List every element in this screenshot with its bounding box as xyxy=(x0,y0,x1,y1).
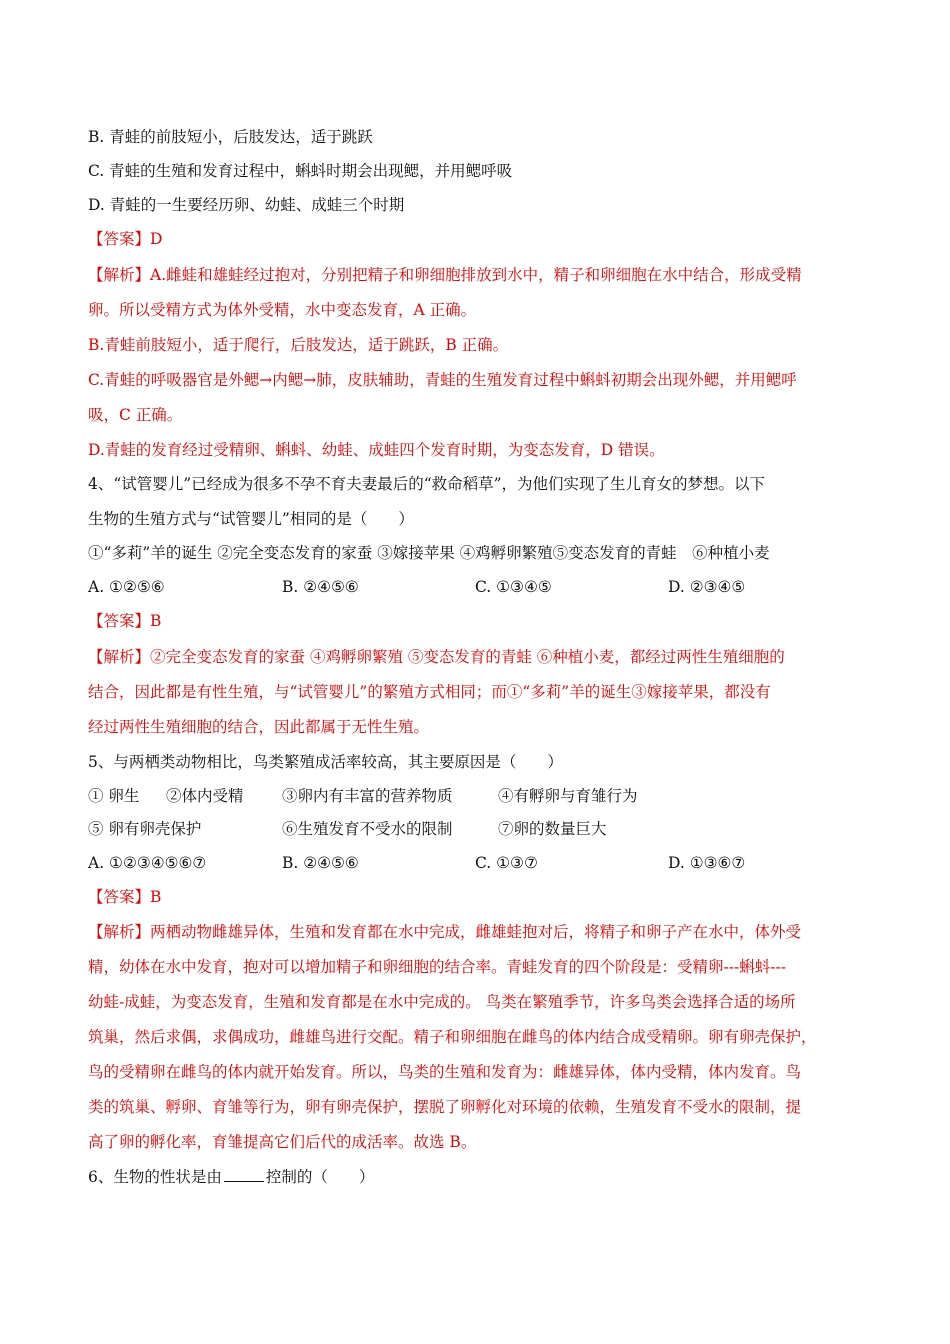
q5-analysis-line: 类的筑巢、孵卵、育雏等行为，卵有卵壳保护，摆脱了卵孵化对环境的依赖，生殖发育不受水的限制，提 xyxy=(88,1098,802,1116)
q6-stem: 6、生物的性状是由 控制的（ ） xyxy=(88,1168,375,1186)
q4-analysis-line: 结合，因此都是有性生殖，与“试管婴儿”的繁殖方式相同；而①“多莉”羊的诞生③嫁接苹果，都没有 xyxy=(88,683,771,701)
item: ① 卵生 xyxy=(88,787,140,805)
option-b: B. ②④⑤⑥ xyxy=(282,854,359,872)
q3-analysis-line: 吸，C 正确。 xyxy=(88,406,183,424)
q5-analysis-line: 精，幼体在水中发育，抱对可以增加精子和卵细胞的结合率。青蛙发育的四个阶段是：受精卵---蝌蚪--- xyxy=(88,958,786,976)
q4-stem-line: 生物的生殖方式与“试管婴儿”相同的是（ ） xyxy=(88,510,414,528)
q5-items-row xyxy=(88,785,878,807)
answer-value: B xyxy=(150,888,162,906)
q3-option-b: B. 青蛙的前肢短小，后肢发达，适于跳跃 xyxy=(88,128,373,146)
q5-options xyxy=(88,852,878,874)
answer-value: D xyxy=(150,230,163,248)
q5-analysis-line: 【解析】两栖动物雌雄异体，生殖和发育都在水中完成，雌雄蛙抱对后，将精子和卵子产在水中，体外受 xyxy=(88,923,802,941)
item: ⑦卵的数量巨大 xyxy=(498,820,607,838)
option-d: D. ②③④⑤ xyxy=(668,578,746,596)
item: ③卵内有丰富的营养物质 xyxy=(282,787,453,805)
item: ②体内受精 xyxy=(166,787,244,805)
q3-option-d: D. 青蛙的一生要经历卵、幼蛙、成蛙三个时期 xyxy=(88,196,405,214)
q5-analysis-line: 高了卵的孵化率，育雏提高它们后代的成活率。故选 B。 xyxy=(88,1133,477,1151)
option-b: B. ②④⑤⑥ xyxy=(282,578,359,596)
analysis-label: 【解析】 xyxy=(88,648,151,666)
item: ⑥生殖发育不受水的限制 xyxy=(282,820,453,838)
q4-items: ①“多莉”羊的诞生 ②完全变态发育的家蚕 ③嫁接苹果 ④鸡孵卵繁殖⑤变态发育的青蛙 ⑥种植小麦 xyxy=(88,544,770,562)
option-c: C. ①③④⑤ xyxy=(475,578,552,596)
analysis-label: 【解析】 xyxy=(88,266,151,284)
q4-options xyxy=(88,576,878,598)
option-c: C. ①③⑦ xyxy=(475,854,538,872)
q5-stem: 5、与两栖类动物相比，鸟类繁殖成活率较高，其主要原因是（ ） xyxy=(88,753,563,771)
option-a: A. ①②⑤⑥ xyxy=(88,578,165,596)
analysis-label: 【解析】 xyxy=(88,923,151,941)
q3-option-c: C. 青蛙的生殖和发育过程中，蝌蚪时期会出现鳃，并用鳃呼吸 xyxy=(88,162,513,180)
q3-analysis-line: 卵。所以受精方式为体外受精，水中变态发育，A 正确。 xyxy=(88,301,477,319)
fill-blank xyxy=(224,1167,264,1182)
answer-value: B xyxy=(150,612,162,630)
q4-answer xyxy=(88,610,161,632)
q3-analysis-line: B.青蛙前肢短小，适于爬行，后肢发达，适于跳跃，B 正确。 xyxy=(88,336,509,354)
q5-analysis-line: 鸟的受精卵在雌鸟的体内就开始发育。所以，鸟类的生殖和发育为：雌雄异体，体内受精，体内发育。鸟 xyxy=(88,1063,802,1081)
q3-analysis-line: C.青蛙的呼吸器官是外鳃→内鳃→肺，皮肤辅助，青蛙的生殖发育过程中蝌蚪初期会出现外鳃，并用鳃呼 xyxy=(88,371,797,389)
answer-label: 【答案】 xyxy=(88,230,151,248)
q4-analysis-line: 经过两性生殖细胞的结合，因此都属于无性生殖。 xyxy=(88,718,430,736)
item: ④有孵卵与育雏行为 xyxy=(498,787,638,805)
q5-answer xyxy=(88,886,161,908)
q5-items-row xyxy=(88,818,878,840)
option-d: D. ①③⑥⑦ xyxy=(668,854,746,872)
answer-label: 【答案】 xyxy=(88,888,151,906)
answer-label: 【答案】 xyxy=(88,612,151,630)
q3-analysis-line: D.青蛙的发育经过受精卵、蝌蚪、幼蛙、成蛙四个发育时期，为变态发育，D 错误。 xyxy=(88,441,665,459)
q5-analysis-line: 幼蛙-成蛙，为变态发育，生殖和发育都是在水中完成的。 鸟类在繁殖季节，许多鸟类会选择合适的场所 xyxy=(88,993,796,1011)
option-a: A. ①②③④⑤⑥⑦ xyxy=(88,854,207,872)
q3-analysis-line: 【解析】A.雌蛙和雄蛙经过抱对，分别把精子和卵细胞排放到水中，精子和卵细胞在水中结合，形成受精 xyxy=(88,266,802,284)
q3-answer xyxy=(88,228,162,250)
q5-analysis-line: 筑巢，然后求偶，求偶成功，雌雄鸟进行交配。精子和卵细胞在雌鸟的体内结合成受精卵。卵有卵壳保护， xyxy=(88,1028,817,1046)
q4-analysis-line: 【解析】②完全变态发育的家蚕 ④鸡孵卵繁殖 ⑤变态发育的青蛙 ⑥种植小麦，都经过两性生殖细胞的 xyxy=(88,648,785,666)
q4-stem-line: 4、“试管婴儿”已经成为很多不孕不育夫妻最后的“救命稻草”，为他们实现了生儿育女的梦想。以下 xyxy=(88,475,766,493)
item: ⑤ 卵有卵壳保护 xyxy=(88,820,202,838)
